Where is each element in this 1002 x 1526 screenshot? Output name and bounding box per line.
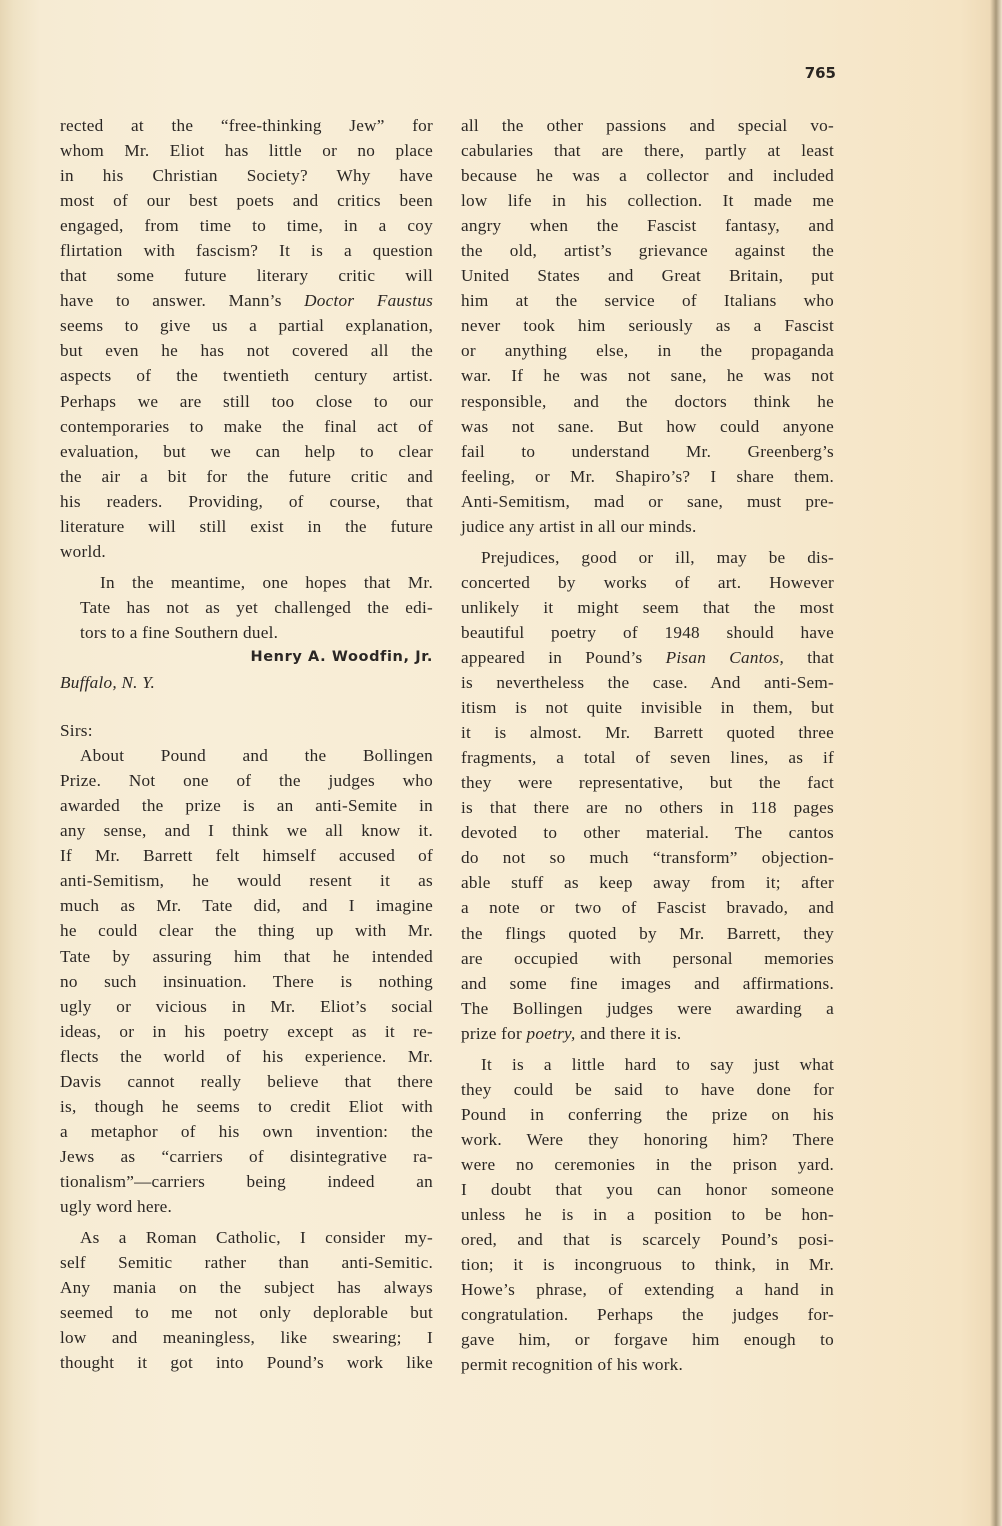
text-line: was not sane. But how could anyone [461, 416, 834, 436]
letter-location: Buffalo, N. Y. [60, 673, 156, 693]
text-line: no such insinuation. There is nothing [60, 971, 433, 991]
page-number: 765 [804, 64, 836, 82]
text-line [461, 645, 834, 670]
text-line: Howe’s phrase, of extending a hand in [461, 1280, 834, 1300]
text-line: do not so much “transform” objection- [461, 848, 834, 868]
text-line: the air a bit for the future critic and [60, 466, 433, 486]
text-line: beautiful poetry of 1948 should have [461, 622, 834, 642]
text-line: never took him seriously as a Fascist [461, 316, 834, 336]
text-fragment: prize for [461, 1023, 522, 1043]
text-line: he could clear the thing up with Mr. [60, 921, 433, 941]
text-line: Perhaps we are still too close to our [60, 391, 433, 411]
text-line: contemporaries to make the final act of [60, 416, 433, 436]
text-line: anti-Semitism, he would resent it as [60, 871, 433, 891]
text-line: In the meantime, one hopes that Mr. [100, 572, 433, 592]
text-line: fail to understand Mr. Greenberg’s [461, 441, 834, 461]
text-line: or anything else, in the propaganda [461, 341, 834, 361]
text-line: Jews as “carriers of disintegrative ra- [60, 1146, 433, 1166]
text-line: is that there are no others in 118 pages [461, 798, 834, 818]
text-line: and some fine images and affirmations. [461, 973, 834, 993]
text-line: responsible, and the doctors think he [461, 391, 834, 411]
text-line: devoted to other material. The cantos [461, 823, 834, 843]
text-line: were no ceremonies in the prison yard. [461, 1154, 834, 1174]
text-line: unlikely it might seem that the most [461, 597, 834, 617]
text-line: Anti-Semitism, mad or sane, must pre- [461, 491, 834, 511]
text-line: Davis cannot really believe that there [60, 1071, 433, 1091]
text-line: Prejudices, good or ill, may be dis- [481, 547, 834, 567]
salutation: Sirs: [60, 721, 93, 741]
text-line: Tate has not as yet challenged the edi- [80, 597, 433, 617]
text-line: awarded the prize is an anti-Semite in [60, 796, 433, 816]
text-line: tionalism”—carriers being indeed an [60, 1171, 433, 1191]
text-fragment: and there it is. [580, 1023, 682, 1043]
text-line: any sense, and I think we all know it. [60, 821, 433, 841]
text-line [60, 288, 433, 313]
text-line: tion; it is incongruous to think, in Mr. [461, 1255, 834, 1275]
text-line: fragments, a total of seven lines, as if [461, 748, 834, 768]
text-line: itism is not quite invisible in them, but [461, 698, 834, 718]
text-line: evaluation, but we can help to clear [60, 441, 433, 461]
text-line: a note or two of Fascist bravado, and [461, 898, 834, 918]
text-line: are occupied with personal memories [461, 948, 834, 968]
paragraph [60, 743, 433, 1219]
text-line: seemed to me not only deplorable but [60, 1303, 433, 1323]
text-line: is nevertheless the case. And anti-Sem- [461, 673, 834, 693]
text-line: in his Christian Society? Why have [60, 166, 433, 186]
text-line: Pound in conferring the prize on his [461, 1104, 834, 1124]
text-line: permit recognition of his work. [461, 1355, 684, 1375]
letter-signature: Henry A. Woodfin, Jr. [250, 648, 433, 665]
book-title-doctor-faustus: Doctor Faustus [304, 291, 434, 311]
text-line: As a Roman Catholic, I consider my- [80, 1228, 433, 1248]
text-line: gave him, or forgave him enough to [461, 1330, 834, 1350]
text-line: ored, and that is scarcely Pound’s posi- [461, 1230, 834, 1250]
text-line: they were representative, but the fact [461, 773, 834, 793]
right-column [461, 113, 834, 1377]
text-line: the flings quoted by Mr. Barrett, they [461, 923, 834, 943]
text-line: is, though he seems to credit Eliot with [60, 1096, 433, 1116]
paragraph [461, 1052, 834, 1378]
text-line: unless he is in a position to be hon- [461, 1205, 834, 1225]
text-line: whom Mr. Eliot has little or no place [60, 141, 433, 161]
text-line: his readers. Providing, of course, that [60, 491, 433, 511]
text-line: judice any artist in all our minds. [461, 516, 697, 536]
text-line: self Semitic rather than anti-Semitic. [60, 1253, 433, 1273]
text-line: About Pound and the Bollingen [80, 746, 433, 766]
paragraph [60, 1225, 433, 1375]
text-line: concerted by works of art. However [461, 572, 834, 592]
text-line: low life in his collection. It made me [461, 191, 834, 211]
paragraph [461, 545, 834, 1046]
text-line: United States and Great Britain, put [461, 266, 834, 286]
text-line: ideas, or in his poetry except as it re- [60, 1021, 433, 1041]
paragraph-continued [461, 113, 834, 539]
text-line: The Bollingen judges were awarding a [461, 998, 834, 1018]
text-line: flects the world of his experience. Mr. [60, 1046, 433, 1066]
text-fragment: appeared in Pound’s [461, 647, 643, 667]
text-line: they could be said to have done for [461, 1079, 834, 1099]
text-line: Tate by assuring him that he intended [60, 946, 433, 966]
text-line: most of our best poets and critics been [60, 191, 433, 211]
spacer [60, 695, 433, 718]
book-title-pisan-cantos: Pisan Cantos, [665, 647, 785, 667]
text-line: but even he has not covered all the [60, 341, 433, 361]
text-line: Prize. Not one of the judges who [60, 771, 433, 791]
text-line: the old, artist’s grievance against the [461, 241, 834, 261]
text-line: that some future literary critic will [60, 266, 433, 286]
paragraph-continued [60, 113, 433, 564]
text-line: ugly or vicious in Mr. Eliot’s social [60, 996, 433, 1016]
left-column [60, 113, 433, 1375]
text-line: all the other passions and special vo- [461, 116, 834, 135]
text-line: work. Were they honoring him? There [461, 1129, 834, 1149]
text-line: him at the service of Italians who [461, 291, 834, 311]
text-line: engaged, from time to time, in a coy [60, 216, 433, 236]
text-line: thought it got into Pound’s work like [60, 1353, 433, 1373]
text-line: If Mr. Barrett felt himself accused of [60, 846, 433, 866]
text-line: because he was a collector and included [461, 166, 834, 186]
text-line: war. If he was not sane, he was not [461, 366, 834, 386]
text-fragment: have to answer. Mann’s [60, 291, 282, 311]
text-line: much as Mr. Tate did, and I imagine [60, 896, 433, 916]
text-line: angry when the Fascist fantasy, and [461, 216, 834, 236]
text-line: it is almost. Mr. Barrett quoted three [461, 723, 834, 743]
text-line: It is a little hard to say just what [481, 1054, 834, 1074]
text-line: ugly word here. [60, 1196, 173, 1216]
text-line: able stuff as keep away from it; after [461, 873, 834, 893]
text-line: tors to a fine Southern duel. [80, 622, 279, 642]
text-line: low and meaningless, like swearing; I [60, 1328, 433, 1348]
text-line: flirtation with fascism? It is a question [60, 241, 433, 261]
text-line: rected at the “free-thinking Jew” for [60, 116, 433, 135]
paragraph [60, 570, 433, 645]
text-line: a metaphor of his own invention: the [60, 1121, 433, 1141]
text-line: seems to give us a partial explanation, [60, 316, 433, 336]
text-line: feeling, or Mr. Shapiro’s? I share them. [461, 466, 834, 486]
text-line: aspects of the twentieth century artist. [60, 366, 433, 386]
text-line: congratulation. Perhaps the judges for- [461, 1305, 834, 1325]
text-line: cabularies that are there, partly at least [461, 141, 834, 161]
text-line: world. [60, 541, 106, 561]
text-line [461, 1021, 834, 1046]
emphasis-poetry: poetry, [526, 1023, 576, 1043]
text-line: I doubt that you can honor someone [461, 1179, 834, 1199]
text-fragment: that [807, 647, 834, 667]
text-line: Any mania on the subject has always [60, 1278, 433, 1298]
text-line: literature will still exist in the future [60, 516, 433, 536]
